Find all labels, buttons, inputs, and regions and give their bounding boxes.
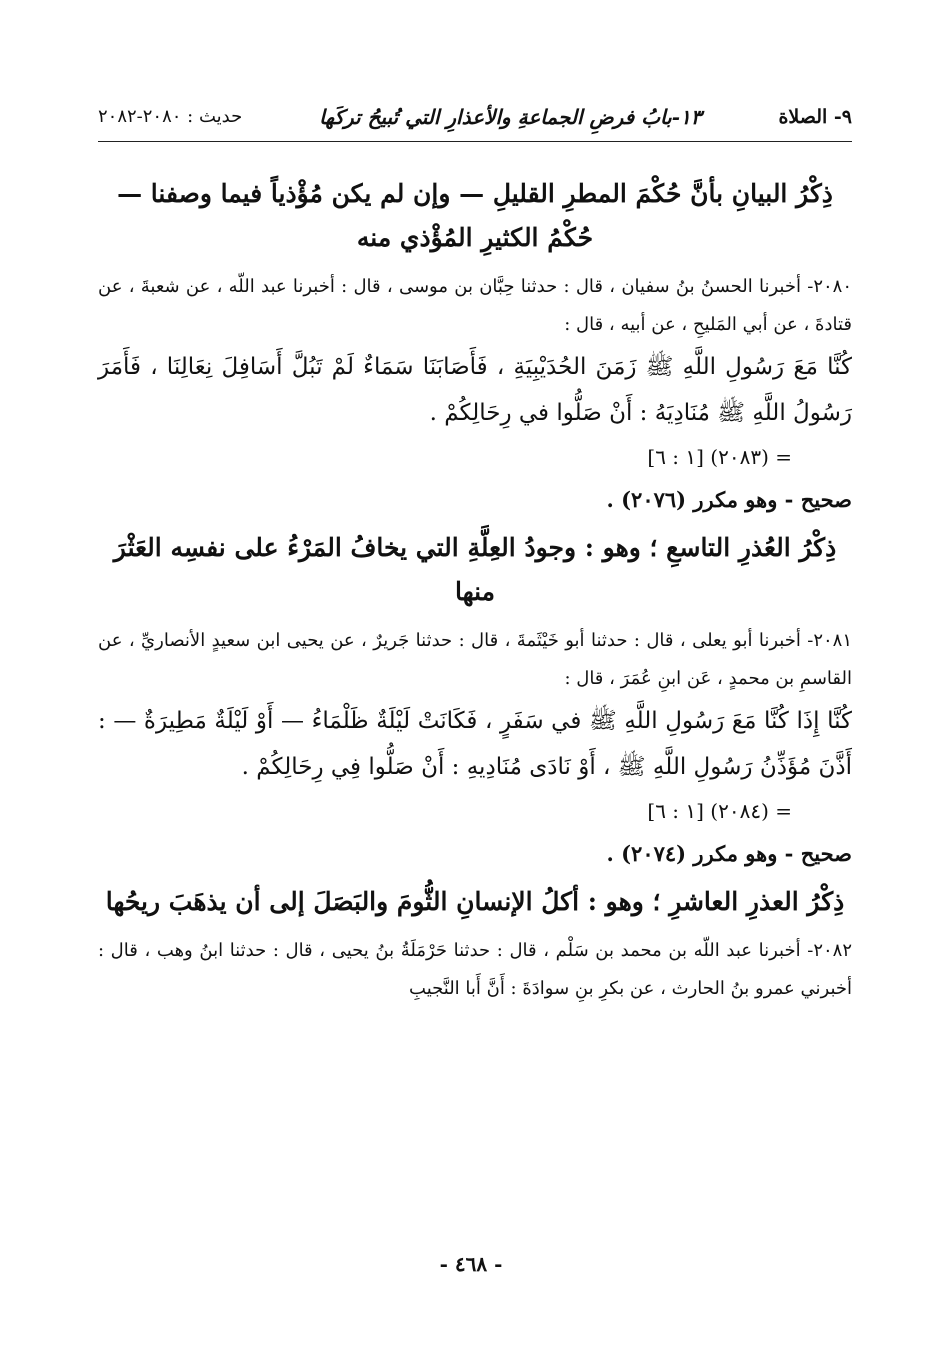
section-heading: ذِكْرُ العُذرِ التاسعِ ؛ وهو : وجودُ العِلَّةِ التي يخافُ المَرْءُ على نفسِه العَثْرَ منها (113, 533, 837, 606)
section-2081 (98, 526, 852, 876)
bab-title: ١٣-بابُ فرضِ الجماعةِ والأعذارِ التي تُبيحُ تركَها (319, 104, 702, 129)
grading-note: صحيح - وهو مكرر (٢٠٧٤) . (606, 841, 852, 866)
isnad-text: ٢٠٨٢- أخبرنا عبد اللّه بن محمد بن سَلْم ، قال : حدثنا حَرْمَلَةُ بنُ يحيى ، قال : حدثنا ابنُ وهب ، قال : أخبرني عمرو بنُ الحارث ، عن بكرِ بنِ سوادَةَ : أَنَّ أَبا النَّجيبِ (98, 940, 852, 999)
cross-reference: = (٢٠٨٣) [١ : ٦] (647, 445, 792, 469)
cross-reference: = (٢٠٨٤) [١ : ٦] (647, 799, 792, 823)
page-number: - ٤٦٨ - (439, 1252, 503, 1276)
chapter-title: ٩- الصلاة (778, 105, 852, 128)
grading-note: صحيح - وهو مكرر (٢٠٧٦) . (606, 487, 852, 512)
isnad-text: ٢٠٨٠- أخبرنا الحسنُ بنُ سفيان ، قال : حدثنا حِبَّان بن موسى ، قال : أخبرنا عبد اللّه ، عن شعبةَ ، عن قتادةَ ، عن أبي المَليحِ ، عن أبيه ، قال : (98, 276, 852, 335)
section-heading: ذِكْرُ البيانِ بأنَّ حُكْمَ المطرِ القليلِ — وإن لم يكن مُؤْذياً فيما وصفنا — حُكْمُ الكثيرِ المُؤْذي منه (117, 179, 833, 252)
page-body (98, 172, 852, 1008)
section-2082 (98, 880, 852, 1008)
matn-text: كُنَّا مَعَ رَسُولِ اللَّهِ ﷺ زَمَنَ الحُدَيْبِيَةِ ، فَأَصَابَنَا سَمَاءٌ لَمْ تَبُلَّ أَسَافِلَ نِعَالِنَا ، فَأَمَرَ رَسُولُ اللَّهِ ﷺ مُنَادِيَهُ : أَنْ صَلُّوا في رِحَالِكُمْ . (98, 354, 852, 426)
hadith-range: حديث : ٢٠٨٠-٢٠٨٢ (98, 106, 243, 127)
running-header (98, 92, 852, 142)
matn-text: كُنَّا إِذَا كُنَّا مَعَ رَسُولِ اللَّهِ ﷺ في سَفَرٍ ، فَكَانَتْ لَيْلَةٌ ظَلْمَاءُ — أَوْ لَيْلَةٌ مَطِيرَةٌ — : أَذَّنَ مُؤَذِّنُ رَسُولِ اللَّهِ ﷺ ، أَوْ نَادَى مُنَادِيهِ : أَنْ صَلُّوا فِي رِحَالِكُمْ . (98, 708, 852, 780)
isnad-text: ٢٠٨١- أخبرنا أبو يعلى ، قال : حدثنا أبو خَيْثَمةَ ، قال : حدثنا جَريرٌ ، عن يحيى ابن سعيدٍ الأنصاريِّ ، عن القاسمِ بن محمدٍ ، عَن ابنِ عُمَرَ ، قال : (98, 630, 852, 689)
section-heading: ذِكْرُ العذرِ العاشرِ ؛ وهو : أكلُ الإنسانِ الثُّومَ والبَصَلَ إلى أن يذهَبَ ريحُها (105, 887, 845, 916)
section-2080 (98, 172, 852, 522)
